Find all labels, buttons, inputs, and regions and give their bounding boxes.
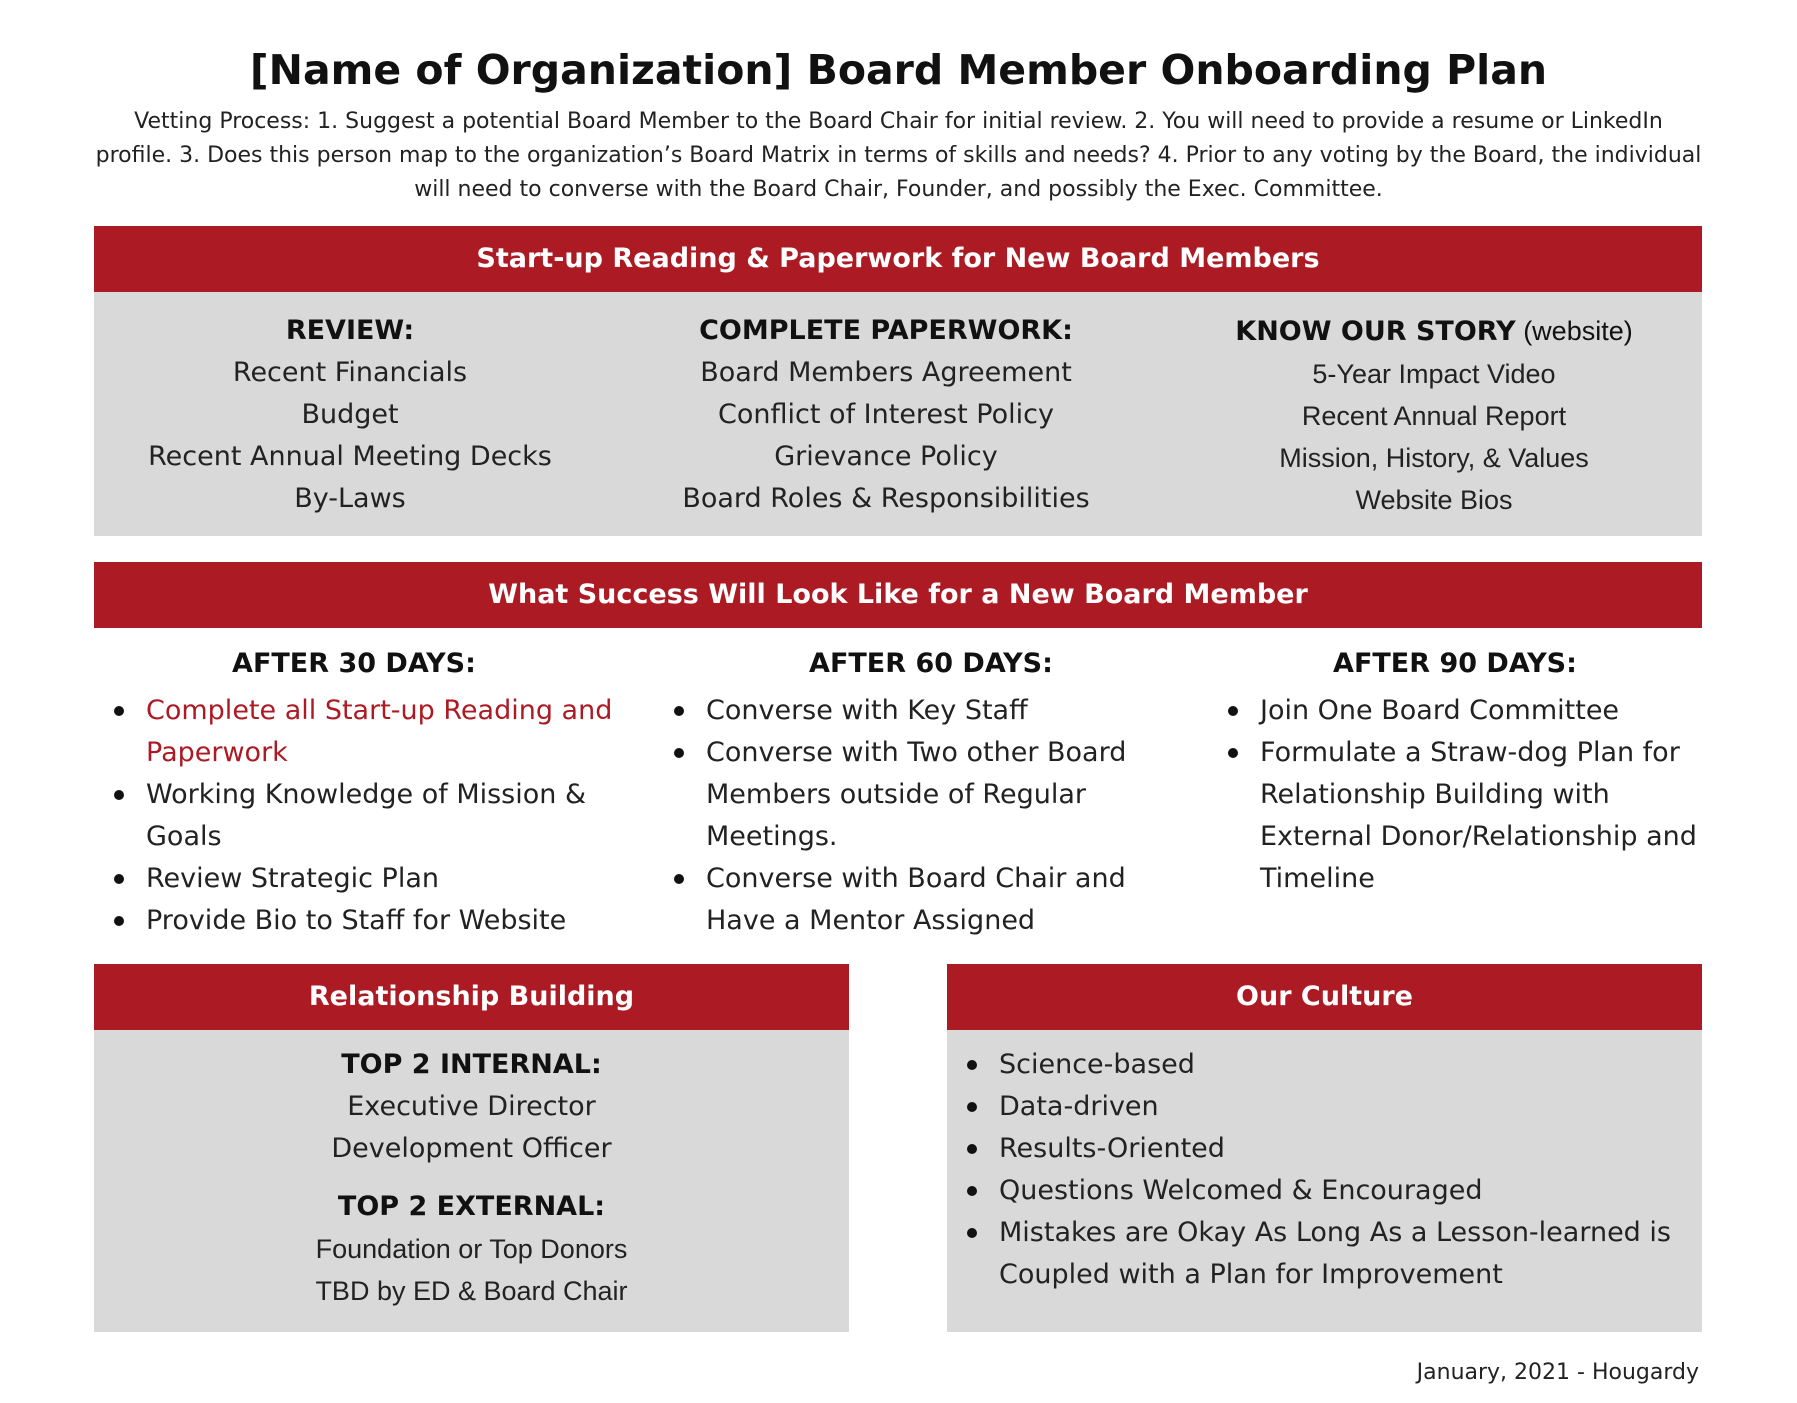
review-item: Recent Annual Meeting Decks [148,441,552,472]
footer-credit: January, 2021 - Hougardy [1416,1360,1699,1385]
internal-heading: TOP 2 INTERNAL: [341,1049,602,1080]
culture-item: Questions Welcomed & Encouraged [961,1170,1686,1212]
page-title: [Name of Organization] Board Member Onboarding Plan [249,46,1548,94]
success-section-header: What Success Will Look Like for a New Board Member [94,562,1702,628]
story-item: Recent Annual Report [1301,401,1567,431]
relationship-section-header: Relationship Building [94,964,849,1030]
review-item: By-Laws [294,483,406,514]
culture-item: Mistakes are Okay As Long As a Lesson-learned is Coupled with a Plan for Improvement [961,1212,1686,1296]
external-item: TBD by ED & Board Chair [315,1276,628,1306]
day60-item: Converse with Board Chair and Have a Mentor Assigned [668,858,1188,942]
relationship-section-panel [94,1030,849,1332]
external-item: Foundation or Top Donors [315,1234,628,1264]
day90-item: Formulate a Straw-dog Plan for Relationship Building with External Donor/Relationship and Timeline [1222,732,1702,900]
external-column [94,1186,849,1312]
paperwork-item: Grievance Policy [774,441,998,472]
day30-item: Review Strategic Plan [108,858,633,900]
external-heading: TOP 2 EXTERNAL: [337,1191,606,1222]
paperwork-heading: COMPLETE PAPERWORK: [699,315,1073,346]
day30-item: Provide Bio to Staff for Website [108,900,633,942]
review-heading: REVIEW: [285,315,415,346]
day90-list [1222,690,1702,900]
internal-item: Executive Director [347,1091,596,1122]
review-item: Budget [301,399,399,430]
startup-section-header: Start-up Reading & Paperwork for New Board Members [94,226,1702,292]
review-item: Recent Financials [232,357,468,388]
culture-item: Results-Oriented [961,1128,1686,1170]
paperwork-column [606,310,1166,520]
day90-heading: AFTER 90 DAYS: [1333,648,1577,679]
day30-item: Working Knowledge of Mission & Goals [108,774,633,858]
day60-heading: AFTER 60 DAYS: [809,648,1053,679]
paperwork-item: Board Roles & Responsibilities [682,483,1090,514]
story-column [1166,310,1702,521]
culture-section-panel [947,1030,1702,1332]
culture-item: Data-driven [961,1086,1686,1128]
day90-item: Join One Board Committee [1222,690,1702,732]
day30-heading: AFTER 30 DAYS: [232,648,476,679]
internal-column [94,1044,849,1170]
paperwork-item: Conflict of Interest Policy [718,399,1054,430]
story-heading-label: KNOW OUR STORY [1235,316,1516,347]
story-item: 5-Year Impact Video [1312,359,1556,389]
culture-list [961,1044,1686,1296]
day60-list [668,690,1188,942]
day30-item: Complete all Start-up Reading and Paperwork [108,690,633,774]
paperwork-item: Board Members Agreement [700,357,1072,388]
story-item: Website Bios [1355,485,1513,515]
day60-item: Converse with Two other Board Members outside of Regular Meetings. [668,732,1188,858]
story-heading-suffix: (website) [1523,316,1633,346]
day30-list [108,690,633,942]
internal-item: Development Officer [331,1133,612,1164]
vetting-process-text: Vetting Process: 1. Suggest a potential Board Member to the Board Chair for initial review. 2. You will need to provide a resume or LinkedIn profile. 3. Does this person map to the organization’s Board Matrix in terms of skills and needs? 4. Prior to any voting by the Board, the individual will need to converse with the Board Chair, Founder, and possibly the Exec. Committee. [95,109,1702,202]
review-column [94,310,606,520]
day60-item: Converse with Key Staff [668,690,1188,732]
culture-item: Science-based [961,1044,1686,1086]
culture-section-header: Our Culture [947,964,1702,1030]
startup-section-panel [94,292,1702,536]
story-heading [1166,310,1702,353]
story-item: Mission, History, & Values [1279,443,1589,473]
